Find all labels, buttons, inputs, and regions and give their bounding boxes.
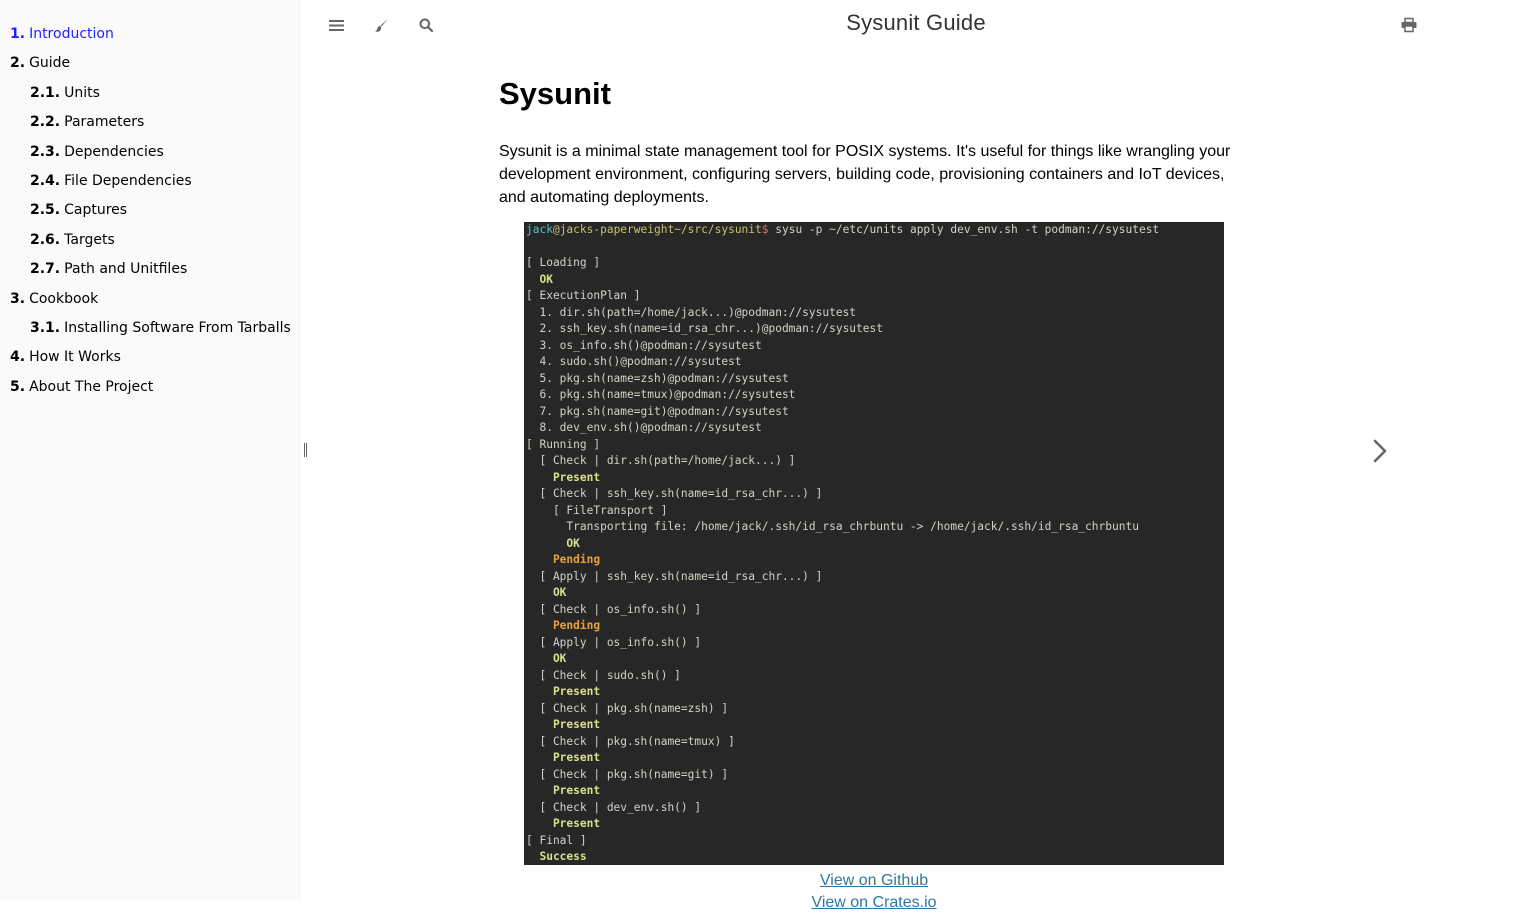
terminal-line: [ Loading ] [526,256,601,269]
terminal-line: Present [526,751,601,764]
terminal-line: [ ExecutionPlan ] [526,289,641,302]
terminal-line: [ Check | dir.sh(path=/home/jack...) ] [526,454,796,467]
sidebar-item-introduction[interactable] [10,20,114,49]
terminal-line: 5. pkg.sh(name=zsh)@podman://sysutest [526,371,789,385]
terminal-line: Pending [526,553,601,566]
project-links [524,870,1224,914]
terminal-line: 4. sudo.sh()@podman://sysutest [526,355,742,368]
sidebar-item-path-and-unitfiles[interactable] [30,255,187,284]
intro-paragraph: Sysunit is a minimal state management tool for POSIX systems. It's useful for things like wrangling your development environment, configuring servers, building code, provisioning containers and IoT devices, and automating deployments. [499,143,1231,206]
sidebar-item-number: 2. [10,55,26,72]
sidebar-item-label: Introduction [29,26,114,42]
sidebar-item-cookbook[interactable] [10,285,98,314]
sidebar-item-number: 2.1. [30,84,61,101]
sidebar-item-about-the-project[interactable] [10,373,153,402]
sidebar-item-label: Dependencies [64,143,164,160]
sidebar-item-targets[interactable] [30,226,115,255]
sidebar-item-number: 2.5. [30,202,61,219]
terminal-line: Present [526,784,601,797]
terminal-line: [ Check | dev_env.sh() ] [526,800,702,814]
menu-bar [300,0,1440,50]
sidebar-item-units[interactable] [30,79,100,108]
terminal-line: Success [526,850,587,863]
sidebar-item-parameters[interactable] [30,108,144,137]
prompt-user: jack [526,223,553,236]
terminal-line: OK [526,652,567,665]
sidebar-item-label: Guide [29,55,71,72]
terminal-line: Present [526,817,601,830]
terminal-line: [ Check | sudo.sh() ] [526,668,681,682]
terminal-line: Present [526,470,601,484]
terminal-line: [ Check | pkg.sh(name=tmux) ] [526,734,735,748]
print-icon[interactable] [1397,13,1421,37]
page-title: Sysunit [499,76,611,111]
sidebar-item-label: How It Works [29,349,121,366]
terminal-line: [ Check | pkg.sh(name=zsh) ] [526,701,729,715]
terminal-line: [ Check | os_info.sh() ] [526,602,702,616]
prompt-symbol: $ [761,223,769,236]
sidebar-item-number: 1. [10,26,26,42]
terminal-line: OK [526,586,567,599]
terminal-line: Transporting file: /home/jack/.ssh/id_rsa_chrbuntu -> /home/jack/.ssh/id_rsa_chrbuntu [526,520,1139,533]
terminal-line: 8. dev_env.sh()@podman://sysutest [526,421,762,434]
sidebar-item-label: Path and Unitfiles [64,261,188,278]
terminal-line: [ Check | ssh_key.sh(name=id_rsa_chr...) ] [526,487,823,500]
terminal-line: Present [526,718,601,731]
sidebar-item-number: 2.7. [30,261,61,278]
terminal-line: [ Apply | ssh_key.sh(name=id_rsa_chr...) ] [526,569,823,583]
terminal-line: [ Final ] [526,833,587,847]
terminal-line: [ FileTransport ] [526,503,668,517]
prompt-path: ~/src/sysunit [674,223,762,236]
table-of-contents [0,0,299,395]
sidebar-item-label: About The Project [29,378,154,395]
terminal-line: [ Apply | os_info.sh() ] [526,635,702,649]
main-content [499,70,1249,209]
sidebar-item-number: 2.6. [30,231,61,248]
sidebar-item-dependencies[interactable] [30,138,164,167]
crates-link[interactable]: View on Crates.io [811,894,937,911]
chevron-right-icon [1373,439,1387,463]
sidebar-item-label: Installing Software From Tarballs [64,320,291,336]
terminal-line: 7. pkg.sh(name=git)@podman://sysutest [526,404,789,418]
terminal-screenshot [524,222,1224,865]
sidebar-item-label: Captures [64,202,128,219]
terminal-line: 2. ssh_key.sh(name=id_rsa_chr...)@podman://sysutest [526,322,883,335]
terminal-line: [ Check | pkg.sh(name=git) ] [526,767,729,781]
terminal-line: Present [526,685,601,698]
sidebar-item-label: Units [64,84,100,101]
terminal-line: [ Running ] [526,437,601,451]
terminal-line: 3. os_info.sh()@podman://sysutest [526,338,762,352]
sidebar-item-file-dependencies[interactable] [30,167,192,196]
sidebar [0,0,300,900]
sidebar-item-guide[interactable] [10,49,70,78]
sidebar-item-number: 2.2. [30,114,61,131]
sidebar-resize-handle[interactable] [304,443,307,457]
terminal-line: OK [526,536,580,550]
terminal-line: 1. dir.sh(path=/home/jack...)@podman://sysutest [526,305,857,319]
sidebar-item-label: Targets [64,231,115,248]
sidebar-item-number: 3. [10,290,26,307]
sidebar-item-installing-software-from-tarballs[interactable] [30,314,291,343]
sidebar-item-number: 2.3. [30,143,61,160]
sidebar-item-captures[interactable] [30,196,127,225]
prompt-host: @jacks-paperweight [552,223,675,236]
sidebar-item-number: 4. [10,349,26,366]
github-link[interactable]: View on Github [819,872,929,889]
sidebar-item-label: Cookbook [29,290,99,307]
sidebar-item-number: 3.1. [30,320,61,336]
sidebar-item-how-it-works[interactable] [10,343,121,372]
terminal-line [526,239,1222,256]
sidebar-item-number: 2.4. [30,173,61,189]
next-chapter-button[interactable] [1365,433,1395,469]
prompt-command: sysu -p ~/etc/units apply dev_env.sh -t podman://sysutest [768,223,1160,236]
sidebar-item-label: Parameters [64,114,145,131]
terminal-line: 6. pkg.sh(name=tmux)@podman://sysutest [526,388,796,401]
terminal-line: OK [526,272,553,286]
sidebar-item-number: 5. [10,378,26,395]
terminal-line: Pending [526,619,601,632]
sidebar-item-label: File Dependencies [64,173,192,189]
book-title: Sysunit Guide [846,10,986,35]
terminal-prompt-line [526,222,1222,239]
